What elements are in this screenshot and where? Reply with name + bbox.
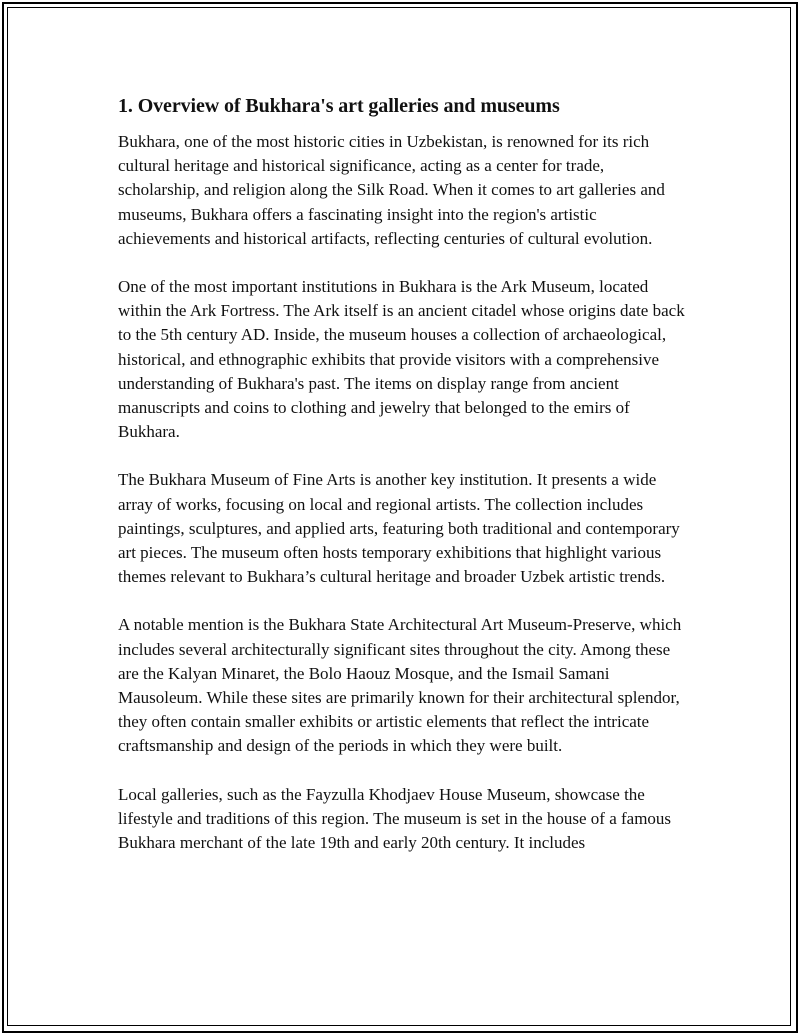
paragraph-museum-preserve: A notable mention is the Bukhara State Architectural Art Museum-Preserve, which includes several architecturally significant sites throughout the city. Among these are the Kalyan Minaret, the Bolo Haouz Mosque, and the Ismail Samani Mausoleum. While these sites are primarily known for their architectural splendor, they often contain smaller exhibits or artistic elements that reflect the intricate craftsmanship and design of the periods in which they were built.: [118, 615, 682, 756]
paragraph-intro: Bukhara, one of the most historic cities in Uzbekistan, is renowned for its rich cultural heritage and historical significance, acting as a center for trade, scholarship, and religion along the Silk Road. When it comes to art galleries and museums, Bukhara offers a fascinating insight into the region's artistic achievements and historical artifacts, reflecting centuries of cultural evolution.: [118, 132, 665, 248]
section-heading: 1. Overview of Bukhara's art galleries and museums: [118, 95, 560, 117]
paragraph-ark-museum: One of the most important institutions in Bukhara is the Ark Museum, located within the Ark Fortress. The Ark itself is an ancient citadel whose origins date back to the 5th century AD. Inside, the museum houses a collection of archaeological, historical, and ethnographic exhibits that provide visitors with a comprehensive understanding of Bukhara's past. The items on display range from ancient manuscripts and coins to clothing and jewelry that belonged to the emirs of Bukhara.: [118, 277, 685, 442]
document-body: [118, 92, 690, 879]
paragraph-local-galleries: Local galleries, such as the Fayzulla Khodjaev House Museum, showcase the lifestyle and traditions of this region. The museum is set in the house of a famous Bukhara merchant of the late 19th and early 20th century. It includes: [118, 784, 672, 853]
paragraph-fine-arts-museum: The Bukhara Museum of Fine Arts is another key institution. It presents a wide array of works, focusing on local and regional artists. The collection includes paintings, sculptures, and applied arts, featuring both traditional and contemporary art pieces. The museum often hosts temporary exhibitions that highlight various themes relevant to Bukhara’s cultural heritage and broader Uzbek artistic trends.: [118, 470, 680, 587]
